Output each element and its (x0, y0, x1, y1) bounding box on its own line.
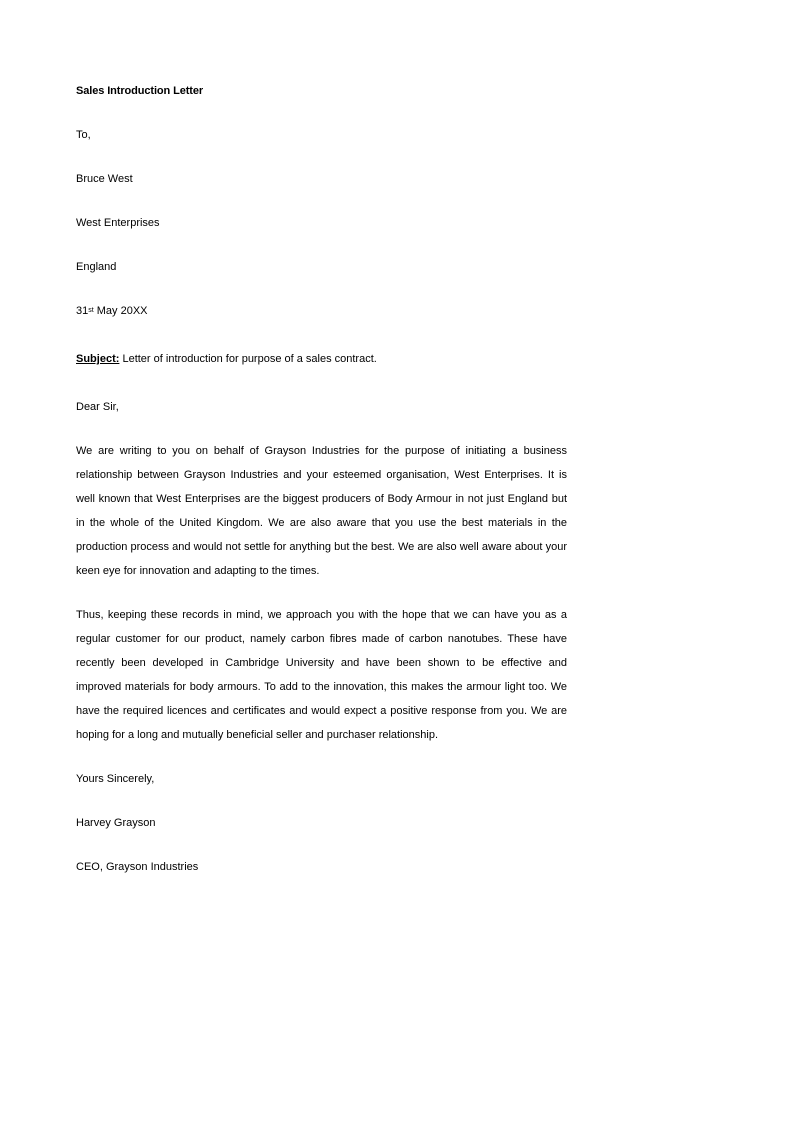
subject-label: Subject: (76, 353, 120, 365)
salutation-to: To, (76, 129, 91, 141)
recipient-name: Bruce West (76, 173, 133, 185)
body-paragraph-2: Thus, keeping these records in mind, we approach you with the hope that we can have you as a regular customer for our product, namely carbon fibres made of carbon nanotubes. These have recently been developed in Cambridge University and have been shown to be effective and improved materials for body armours. To add to the innovation, this makes the armour light too. We have the required licences and certificates and would expect a positive response from you. We are hoping for a long and mutually beneficial seller and purchaser relationship. (76, 609, 567, 741)
subject-line (76, 352, 377, 366)
body-paragraph-1: We are writing to you on behalf of Grayson Industries for the purpose of initiating a business relationship between Grayson Industries and your esteemed organisation, West Enterprises. It is well known that West Enterprises are the biggest producers of Body Armour in not just England but in the whole of the United Kingdom. We are also aware that you use the best materials in the production process and would not settle for anything but the best. We are also well aware about your keen eye for innovation and adapting to the times. (76, 445, 567, 577)
letter-date (76, 304, 148, 318)
closing: Yours Sincerely, (76, 773, 155, 785)
signer-title: CEO, Grayson Industries (76, 861, 199, 873)
date-day: 31 (76, 305, 89, 317)
greeting: Dear Sir, (76, 401, 119, 413)
subject-text: Letter of introduction for purpose of a sales contract. (119, 353, 377, 365)
signer-name: Harvey Grayson (76, 817, 156, 829)
recipient-country: England (76, 261, 117, 273)
letter-title: Sales Introduction Letter (76, 85, 204, 97)
date-suffix: st (88, 307, 94, 314)
recipient-company: West Enterprises (76, 217, 160, 229)
date-rest: May 20XX (93, 305, 148, 317)
